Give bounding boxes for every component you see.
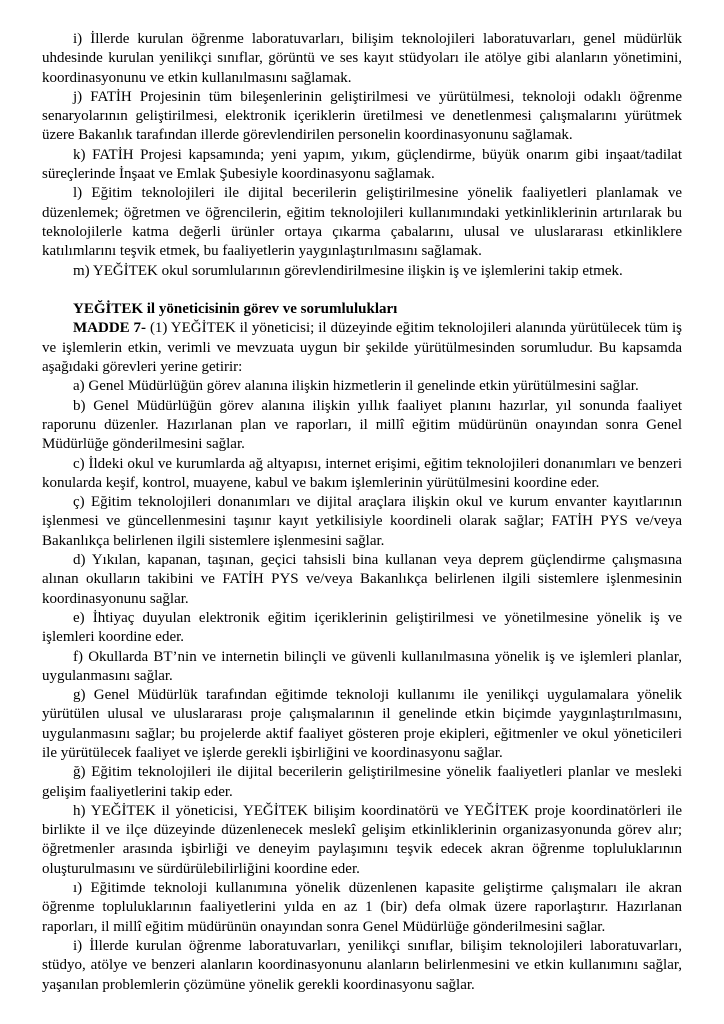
- duty-item-f: f) Okullarda BT’nin ve internetin bilinçli ve güvenli kullanılmasına yönelik iş ve işlemleri planlar, uygulanmasını sağlar.: [42, 648, 682, 684]
- duty-item-dotless-i: ı) Eğitimde teknoloji kullanımına yönelik düzenlenen kapasite geliştirme çalışmaları ile akran öğrenme topluluklarının faaliyetlerini yılda en az 1 (bir) defa olmak üzere raporlaştırır. Hazırlanan raporları, il millî eğitim müdürünün onayından sonra Genel Müdürlüğe gönderilmesini sağlar.: [42, 880, 682, 935]
- duty-item-g: g) Genel Müdürlük tarafından eğitimde teknoloji kullanımı ile yenilikçi uygulamalara yönelik yürütülen ulusal ve uluslararası proje çalışmalarının il genelinde etkin biçimde yaygınlaştırılmasını, uygulanmasını sağlar; bu projelerde aktif faaliyet gösteren proje ekipleri, eğitmenler ve okul yöneticileri ile yürütülecek faaliyet ve işlerde gerekli işbirliğini ve koordinasyonu sağlar.: [42, 687, 682, 761]
- article-7-intro-paragraph: [42, 319, 682, 377]
- duty-item-g-breve: ğ) Eğitim teknolojileri ile dijital becerilerin geliştirilmesine yönelik faaliyetleri planlar ve mesleki gelişim faaliyetlerini takip eder.: [42, 764, 682, 800]
- paragraph-spacer: [42, 281, 682, 300]
- duty-item-c: c) İldeki okul ve kurumlarda ağ altyapısı, internet erişimi, eğitim teknolojileri donanımları ve benzeri konularda keşif, kontrol, muayene, kabul ve bakım işlemlerinin yürütülmesini koordine eder.: [42, 455, 682, 491]
- duty-item-e: e) İhtiyaç duyulan elektronik eğitim içeriklerinin geliştirilmesi ve yönetilmesine yönelik iş ve işlemleri koordine eder.: [42, 609, 682, 646]
- duty-item-h: h) YEĞİTEK il yöneticisi, YEĞİTEK bilişim koordinatörü ve YEĞİTEK proje koordinatörleri ile birlikte il ve ilçe düzeyinde düzenlenecek meslekî gelişim etkinliklerinin organizasyonunda görev alır; öğretmenler arasında işbirliği ve deneyim paylaşımını teşvik edecek akran öğrenme topluluklarının oluşturulmasını ve sürdürülebilirliğini koordine eder.: [42, 802, 682, 877]
- duty-item-c-cedilla: ç) Eğitim teknolojileri donanımları ve dijital araçlara ilişkin okul ve kurum envanter kayıtlarının işlenmesi ve güncellenmesini taşınır kayıt yetkilisiyle koordineli olarak sağlar; FATİH PYS ve/veya Bakanlıkça belirlenen ilgili sistemlere işlenmesini sağlar.: [42, 494, 682, 549]
- list-item-j: j) FATİH Projesinin tüm bileşenlerinin geliştirilmesi ve yürütülmesi, teknoloji odaklı öğrenme senaryolarının geliştirilmesi, elektronik içeriklerin üretilmesi ve denetlenmesi çalışmalarını yürütmek üzere Bakanlık tarafından illerde görevlendirilen personelin koordinasyonunu sağlamak.: [42, 88, 682, 144]
- list-item-i: i) İllerde kurulan öğrenme laboratuvarları, bilişim teknolojileri laboratuvarları, genel müdürlük uhdesinde kurulan yenilikçi sınıflar, görüntü ve ses kayıt stüdyoları ile atölye gibi alanların yönetimini, koordinasyonunu ve etkin kullanılmasını sağlamak.: [42, 31, 682, 86]
- article-7-intro-text: (1) YEĞİTEK il yöneticisi; il düzeyinde eğitim teknolojileri alanında yürütülecek tüm iş ve işlemlerin etkin, verimli ve mevzuata uygun bir şekilde yürütülmesinden sorumludur. Bu kapsamda aşağıdaki görevleri yerine getirir:: [42, 320, 683, 376]
- list-item-l: l) Eğitim teknolojileri ile dijital becerilerin geliştirilmesine yönelik faaliyetleri planlamak ve düzenlemek; öğretmen ve öğrencilerin, eğitim teknolojileri kullanımındaki yetkinliklerinin artırılarak bu teknolojilerle katma değerli ürünler ortaya çıkarma çabalarını, ulusal ve uluslararası etkinliklere katılımlarını teşvik etmek, bu faaliyetlerin yaygınlaştırılmasını sağlamak.: [42, 185, 682, 260]
- list-item-k: k) FATİH Projesi kapsamında; yeni yapım, yıkım, güçlendirme, büyük onarım gibi inşaat/tadilat süreçlerinde İnşaat ve Emlak Şubesiyle koordinasyonu sağlamak.: [42, 146, 682, 183]
- duty-item-d: d) Yıkılan, kapanan, taşınan, geçici tahsisli bina kullanan veya deprem güçlendirme çalışmasına alınan okulların takibini ve FATİH PYS ve/veya Bakanlıkça belirlenen ilgili sistemlere işlenmesinin koordinasyonunu sağlar.: [42, 552, 682, 607]
- duty-item-i: i) İllerde kurulan öğrenme laboratuvarları, yenilikçi sınıflar, bilişim teknolojileri laboratuvarları, stüdyo, atölye ve benzeri alanların koordinasyonunu alanların belirlenmesini ve etkin kullanımını sağlar, yaşanılan problemlerin çözümüne yönelik gerekli koordinasyonu sağlar.: [42, 937, 682, 993]
- list-item-m: m) YEĞİTEK okul sorumlularının görevlendirilmesine ilişkin iş ve işlemlerini takip etmek.: [73, 262, 623, 279]
- duty-item-a: a) Genel Müdürlüğün görev alanına ilişkin hizmetlerin il genelinde etkin yürütülmesini sağlar.: [73, 378, 639, 395]
- section-heading: YEĞİTEK il yöneticisinin görev ve sorumlulukları: [73, 301, 398, 318]
- duty-item-b: b) Genel Müdürlüğün görev alanına ilişkin yıllık faaliyet planını hazırlar, yıl sonunda faaliyet raporunu düzenler. Hazırlanan plan ve raporları, il millî eğitim müdürünün onayından sonra Genel Müdürlüğe gönderilmesini sağlar.: [42, 397, 682, 453]
- article-7-label: MADDE 7-: [73, 320, 147, 337]
